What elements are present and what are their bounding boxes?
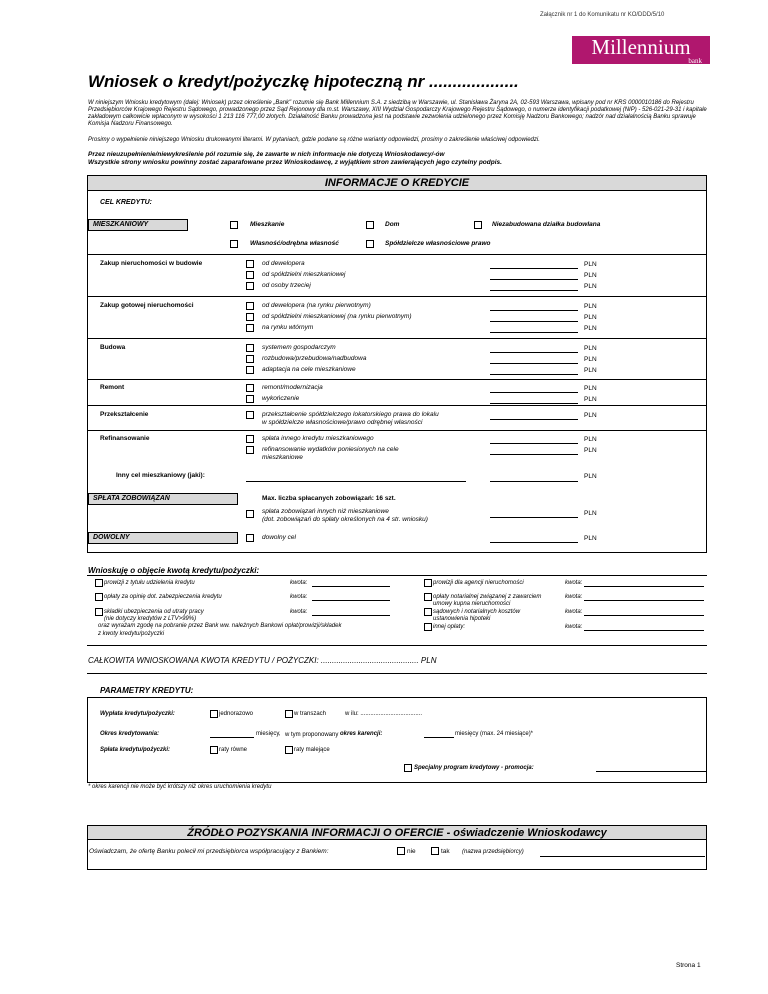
pln: PLN [584, 367, 597, 374]
remont-item-2: wykończenie [262, 395, 300, 402]
splata-kredytu-label: Spłata kredytu/pożyczki: [100, 747, 171, 753]
zakup-got-item-2: od spółdzielni mieszkaniowej (na rynku pierwotnym) [262, 313, 412, 320]
pln: PLN [584, 325, 597, 332]
transze-label: w transzach [294, 711, 327, 717]
credit-info-header: INFORMACJE O KREDYCIE [87, 175, 707, 191]
pln: PLN [584, 314, 597, 321]
amount-field[interactable] [490, 374, 578, 375]
kwota-field[interactable] [584, 586, 704, 587]
fee-notariusz-label: opłaty notarialnej związanej z zawarciem [433, 594, 542, 600]
total-amount: CAŁKOWITA WNIOSKOWANA KWOTA KREDYTU / POŻYCZKI: ............................................ PLN [88, 656, 437, 665]
kwota-label: kwota: [565, 594, 583, 600]
fee-prowizja-cb[interactable] [95, 579, 103, 587]
amount-field[interactable] [490, 517, 578, 518]
kwota-field[interactable] [312, 586, 390, 587]
okres-label: Okres kredytowania: [100, 731, 160, 737]
source-statement: Oświadczam, że ofertę Banku polecił mi przedsiębiorca współpracujący z Bankiem: [89, 848, 329, 855]
fee-inne-cb[interactable] [424, 623, 432, 631]
kwota-field[interactable] [584, 630, 704, 631]
pln: PLN [584, 261, 597, 268]
logo-name: Millennium [591, 35, 691, 59]
amount-field[interactable] [490, 268, 578, 269]
splata-item-1: spłata zobowiązań innych niż mieszkaniowe [262, 508, 389, 515]
intro-text: W niniejszym Wniosku kredytowym (dalej: Wniosek) przez określenie „Bank" rozumie się Bank Millennium S.A. z siedzibą w Warszawie, ul. Stanisława Żaryna 2A, 02-593 Warszawa, wpisany pod nr KRS 0000010186 do Rejestru Przedsiębiorców Krajowego Rejestru Sądowego, prowadzonego przez Sąd Rejonowy dla m.st. Warszawy, XIII Wydział Gospodarczy Krajowego Rejestru Sądowego, o numerze identyfikacji podatkowej (NIP) - 526-021-29-31 i kapitale zakładowym całkowicie wpłaconym w wysokości 1 213 116 777,00 złotych. Działalność Banku prowadzona jest na podstawie zezwolenia udzielonego przez Komisję Nadzoru Bankowego; nadzór nad działalnością Banku sprawuje Komisja Nadzoru Finansowego. [88, 100, 707, 127]
przeksz-item-2: w spółdzielcze własnościowe/prawo odrębnej własności [262, 419, 423, 426]
zakup-bud-item-1: od dewelopera [262, 260, 305, 267]
params-title: PARAMETRY KREDYTU: [100, 686, 194, 695]
footnote: * okres karencji nie może być krótszy niż okres uruchomienia kredytu [88, 784, 272, 790]
fee-skladka-cb[interactable] [95, 608, 103, 616]
splata-item-2: (dot. zobowiązań do spłaty określonych na 4 str. wniosku) [262, 516, 428, 523]
zakup-bud-item-2: od spółdzielni mieszkaniowej [262, 271, 346, 278]
przeksz-cb[interactable] [246, 411, 254, 419]
zakup-bud-item-3: od osoby trzeciej [262, 282, 311, 289]
spoldz-checkbox[interactable] [366, 240, 374, 248]
raty-malejace-cb[interactable] [285, 746, 293, 754]
amount-field[interactable] [490, 310, 578, 311]
source-header: ŹRÓDŁO POZYSKANIA INFORMACJI O OFERCIE - oświadczenie Wnioskodawcy [87, 825, 707, 840]
budowa-cb-2[interactable] [246, 355, 254, 363]
refin-cb-2[interactable] [246, 446, 254, 454]
dowolny-label: DOWOLNY [88, 532, 238, 544]
program-cb[interactable] [404, 764, 412, 772]
amount-field[interactable] [490, 419, 578, 420]
fees-title: Wnioskuję o objęcie kwotą kredytu/pożyczki: [88, 566, 260, 575]
pln: PLN [584, 272, 597, 279]
pln: PLN [584, 447, 597, 454]
raty-malejace-label: raty malejące [294, 747, 330, 753]
source-nie-label: nie [407, 848, 416, 855]
transze-cb[interactable] [285, 710, 293, 718]
fee-notariusz-cb[interactable] [424, 593, 432, 601]
amount-field[interactable] [490, 290, 578, 291]
fee-sadowe-label: sądowych i notarialnych kosztów [433, 609, 521, 615]
fee-opinia-cb[interactable] [95, 593, 103, 601]
kwota-label: kwota: [565, 609, 583, 615]
kwota-label: kwota: [290, 594, 308, 600]
refin-item-1: spłata innego kredytu mieszkaniowego [262, 435, 374, 442]
pln: PLN [584, 356, 597, 363]
inny-cel-label: Inny cel mieszkaniowy (jaki): [116, 472, 205, 479]
consent-1: oraz wyrażam zgodę na pobranie przez Bank ww. należnych Bankowi opłat/prowizji/składek [98, 623, 342, 629]
w-tym-label: w tym proponowany [285, 732, 339, 738]
fill-note: Prosimy o wypełnienie niniejszego Wniosku drukowanymi literami. W pytaniach, gdzie podane są różne warianty odpowiedzi, prosimy o zakreślenie właściwej odpowiedzi. [88, 137, 540, 143]
pln: PLN [584, 396, 597, 403]
karencja-field[interactable] [424, 737, 454, 738]
pln: PLN [584, 535, 597, 542]
dom-checkbox[interactable] [366, 221, 374, 229]
fee-agencja-cb[interactable] [424, 579, 432, 587]
amount-field[interactable] [490, 403, 578, 404]
remont-label: Remont [100, 384, 125, 391]
fee-notariusz-label-2: umowy kupna nieruchomości [433, 601, 511, 607]
kwota-label: kwota: [565, 580, 583, 586]
okres-field[interactable] [210, 737, 254, 738]
kwota-field[interactable] [584, 600, 704, 601]
source-nazwa-label: (nazwa przedsiębiorcy) [462, 849, 524, 855]
fee-skladka-label: składki ubezpieczenia od utraty pracy [104, 609, 204, 615]
pln: PLN [584, 510, 597, 517]
fee-agencja-label: prowizji dla agencji nieruchomości [433, 580, 524, 586]
zakup-bud-cb-3[interactable] [246, 282, 254, 290]
kwota-label: kwota: [565, 624, 583, 630]
budowa-cb-3[interactable] [246, 366, 254, 374]
pln: PLN [584, 473, 597, 480]
wlasnosc-label: Własność/odrębna własność [250, 240, 339, 247]
spoldz-label: Spółdzielcze własnościowe prawo [385, 240, 491, 247]
kwota-label: kwota: [290, 609, 308, 615]
ilu-label: w ilu: ..................................... [345, 711, 423, 717]
remont-cb-1[interactable] [246, 384, 254, 392]
pln: PLN [584, 412, 597, 419]
source-tak-cb[interactable] [431, 847, 439, 855]
kwota-field[interactable] [312, 600, 390, 601]
amount-field[interactable] [490, 443, 578, 444]
millennium-logo [572, 36, 710, 64]
zakup-got-cb-2[interactable] [246, 313, 254, 321]
mieszkaniowy-label: MIESZKANIOWY [88, 219, 188, 231]
refin-label: Refinansowanie [100, 435, 150, 442]
amount-field[interactable] [490, 363, 578, 364]
dzialka-checkbox[interactable] [474, 221, 482, 229]
fee-sadowe-label-2: ustanowienia hipoteki [433, 616, 491, 622]
amount-field[interactable] [490, 392, 578, 393]
refin-item-2b: mieszkaniowe [262, 454, 303, 461]
amount-field[interactable] [490, 481, 578, 482]
pln: PLN [584, 303, 597, 310]
amount-field[interactable] [490, 542, 578, 543]
raty-rowne-label: raty równe [219, 747, 248, 753]
amount-field[interactable] [490, 454, 578, 455]
inny-cel-field[interactable] [246, 481, 466, 482]
miesiecy-label: miesięcy, [256, 731, 281, 737]
zakup-got-cb-1[interactable] [246, 302, 254, 310]
remont-cb-2[interactable] [246, 395, 254, 403]
fee-sadowe-cb[interactable] [424, 608, 432, 616]
amount-field[interactable] [490, 321, 578, 322]
pln: PLN [584, 345, 597, 352]
source-nie-cb[interactable] [397, 847, 405, 855]
fee-skladka-note: (nie dotyczy kredytów z LTV>99%) [104, 616, 197, 622]
splata-cb[interactable] [246, 510, 254, 518]
cel-label: CEL KREDYTU: [100, 199, 152, 206]
dzialka-label: Niezabudowana działka budowlana [492, 221, 601, 228]
wyplata-label: Wypłata kredytu/pożyczki: [100, 711, 175, 717]
budowa-label: Budowa [100, 344, 126, 351]
karencja-max: miesięcy (max. 24 miesiące)* [455, 731, 534, 737]
consent-2: z kwoty kredytu/pożyczki [98, 631, 165, 637]
program-label: Specjalny program kredytowy - promocja: [414, 765, 534, 771]
przeksz-label: Przekształcenie [100, 411, 149, 418]
kwota-label: kwota: [290, 580, 308, 586]
source-tak-label: tak [441, 848, 450, 855]
remont-item-1: remont/modernizacja [262, 384, 323, 391]
amount-field[interactable] [490, 352, 578, 353]
mieszkanie-checkbox[interactable] [230, 221, 238, 229]
splata-label: SPŁATA ZOBOWIĄZAŃ [88, 493, 238, 505]
warning-1: Przez nieuzupełnienie/niewykreślenie pól rozumie się, że zawarte w nich informacje nie dotyczą Wnioskodawcy/-ów [88, 151, 445, 158]
program-field[interactable] [596, 771, 706, 772]
budowa-item-3: adaptacja na cele mieszkaniowe [262, 366, 356, 373]
refin-cb-1[interactable] [246, 435, 254, 443]
mieszkanie-label: Mieszkanie [250, 221, 285, 228]
zakup-got-cb-3[interactable] [246, 324, 254, 332]
dowolny-item: dowolny cel [262, 534, 296, 541]
fee-inne-label: innej opłaty: [433, 624, 466, 630]
zakup-got-item-3: na rynku wtórnym [262, 324, 314, 331]
zakup-bud-cb-2[interactable] [246, 271, 254, 279]
refin-item-2a: refinansowanie wydatków poniesionych na cele [262, 446, 399, 453]
budowa-item-2: rozbudowa/przebudowa/nadbudowa [262, 355, 367, 362]
pln: PLN [584, 385, 597, 392]
jednorazowo-cb[interactable] [210, 710, 218, 718]
zakup-got-label: Zakup gotowej nieruchomości [100, 302, 194, 309]
fee-prowizja-label: prowizji z tytułu udzielenia kredytu [104, 580, 195, 586]
wlasnosc-checkbox[interactable] [230, 240, 238, 248]
warning-2: Wszystkie strony wniosku powinny zostać zaparafowane przez Wnioskodawcę, z wyjątkiem stron zawierających jego czytelny podpis. [88, 159, 502, 166]
zakup-bud-cb-1[interactable] [246, 260, 254, 268]
pln: PLN [584, 283, 597, 290]
zakup-got-item-1: od dewelopera (na rynku pierwotnym) [262, 302, 371, 309]
dom-label: Dom [385, 221, 400, 228]
budowa-cb-1[interactable] [246, 344, 254, 352]
budowa-item-1: systemem gospodarczym [262, 344, 336, 351]
source-nazwa-field[interactable] [540, 856, 705, 857]
przeksz-item-1: przekształcenie spółdzielczego lokatorskiego prawa do lokalu [262, 411, 439, 418]
amount-field[interactable] [490, 332, 578, 333]
max-zobowiazan: Max. liczba spłacanych zobowiązań: 16 szt. [262, 495, 396, 502]
amount-field[interactable] [490, 279, 578, 280]
raty-rowne-cb[interactable] [210, 746, 218, 754]
logo-sub: bank [688, 57, 702, 65]
fee-opinia-label: opłaty za opinię dot. zabezpieczenia kredytu [104, 594, 222, 600]
kwota-field[interactable] [312, 615, 390, 616]
page-number: Strona 1 [676, 962, 701, 969]
jednorazowo-label: jednorazowo [219, 711, 254, 717]
annex-note: Załącznik nr 1 do Komunikatu nr KO/DDD/5/10 [540, 12, 665, 18]
dowolny-cb[interactable] [246, 534, 254, 542]
kwota-field[interactable] [584, 615, 704, 616]
zakup-bud-label: Zakup nieruchomości w budowie [100, 260, 203, 267]
page-title: Wniosek o kredyt/pożyczkę hipoteczną nr ................... [88, 72, 519, 91]
pln: PLN [584, 436, 597, 443]
karencja-label: okres karencji: [340, 731, 383, 737]
